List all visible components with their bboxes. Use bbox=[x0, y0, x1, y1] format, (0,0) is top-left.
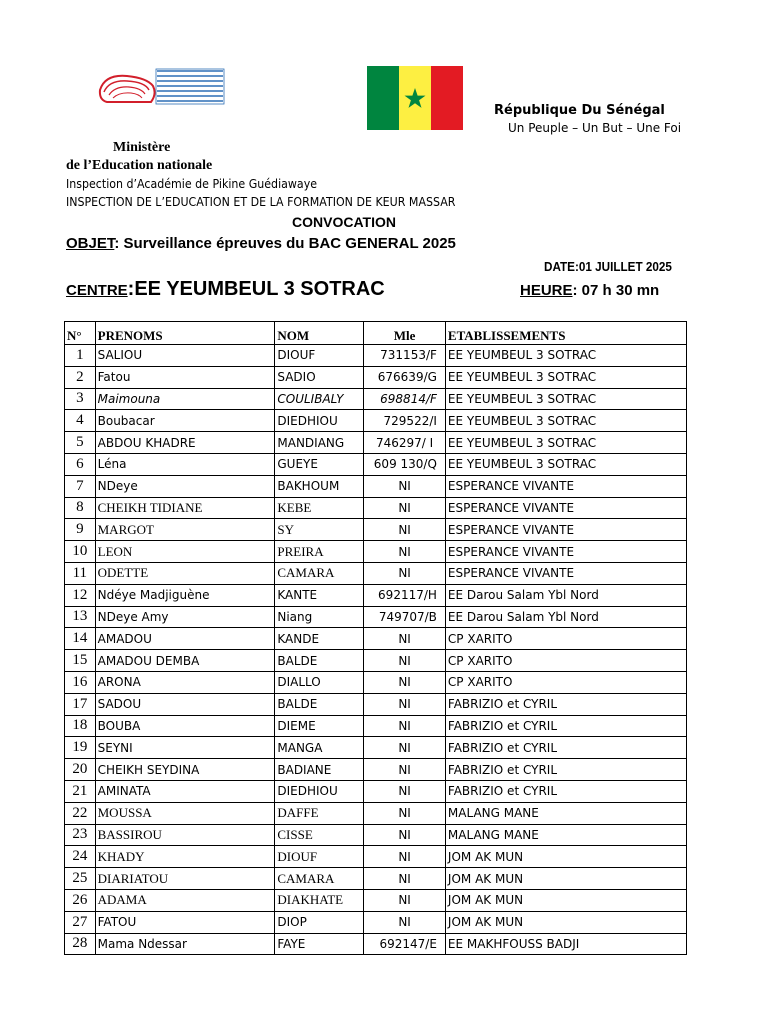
nom-cell: KANDE bbox=[275, 628, 364, 650]
mle-cell: NI bbox=[364, 802, 446, 824]
table-row bbox=[65, 759, 687, 781]
prenom-cell: KHADY bbox=[95, 846, 275, 868]
etablissement-cell: EE YEUMBEUL 3 SOTRAC bbox=[445, 366, 686, 388]
number-cell: 23 bbox=[65, 824, 96, 846]
heure-value: : 07 h 30 mn bbox=[572, 282, 660, 299]
number-cell: 1 bbox=[65, 345, 96, 367]
nom-cell: DIEME bbox=[275, 715, 364, 737]
header-etablissements: ETABLISSEMENTS bbox=[445, 322, 686, 345]
number-cell: 20 bbox=[65, 759, 96, 781]
table-row bbox=[65, 606, 687, 628]
nom-cell: BALDE bbox=[275, 693, 364, 715]
number-cell: 25 bbox=[65, 868, 96, 890]
table-row bbox=[65, 737, 687, 759]
objet-label: OBJET bbox=[66, 235, 115, 252]
mle-cell: NI bbox=[364, 911, 446, 933]
nom-cell: DIAKHATE bbox=[275, 889, 364, 911]
number-cell: 9 bbox=[65, 519, 96, 541]
table-row bbox=[65, 388, 687, 410]
table-row bbox=[65, 780, 687, 802]
centre-label: CENTRE bbox=[66, 282, 128, 299]
table-row bbox=[65, 933, 687, 955]
mle-cell: 676639/G bbox=[364, 366, 446, 388]
nom-cell: DIOUF bbox=[275, 846, 364, 868]
table-row bbox=[65, 584, 687, 606]
table-row bbox=[65, 366, 687, 388]
etablissement-cell: FABRIZIO et CYRIL bbox=[445, 737, 686, 759]
prenom-cell: SALIOU bbox=[95, 345, 275, 367]
prenom-cell: NDeye Amy bbox=[95, 606, 275, 628]
mle-cell: NI bbox=[364, 519, 446, 541]
number-cell: 21 bbox=[65, 780, 96, 802]
prenom-cell: Boubacar bbox=[95, 410, 275, 432]
etablissement-cell: ESPERANCE VIVANTE bbox=[445, 475, 686, 497]
number-cell: 17 bbox=[65, 693, 96, 715]
centre-line bbox=[66, 278, 385, 301]
prenom-cell: Mama Ndessar bbox=[95, 933, 275, 955]
nom-cell: COULIBALY bbox=[275, 388, 364, 410]
number-cell: 12 bbox=[65, 584, 96, 606]
prenom-cell: MARGOT bbox=[95, 519, 275, 541]
objet-line bbox=[66, 235, 456, 252]
ministry-line-1: Ministère bbox=[113, 140, 171, 155]
prenom-cell: BASSIROU bbox=[95, 824, 275, 846]
prenom-cell: MOUSSA bbox=[95, 802, 275, 824]
number-cell: 5 bbox=[65, 432, 96, 454]
heure-line bbox=[520, 282, 659, 299]
nom-cell: Niang bbox=[275, 606, 364, 628]
mle-cell: NI bbox=[364, 846, 446, 868]
etablissement-cell: JOM AK MUN bbox=[445, 889, 686, 911]
etablissement-cell: FABRIZIO et CYRIL bbox=[445, 693, 686, 715]
number-cell: 3 bbox=[65, 388, 96, 410]
prenom-cell: ABDOU KHADRE bbox=[95, 432, 275, 454]
prenom-cell: Ndéye Madjiguène bbox=[95, 584, 275, 606]
table-row bbox=[65, 889, 687, 911]
mle-cell: NI bbox=[364, 693, 446, 715]
nom-cell: SY bbox=[275, 519, 364, 541]
nom-cell: DIOUF bbox=[275, 345, 364, 367]
mle-cell: NI bbox=[364, 628, 446, 650]
number-cell: 24 bbox=[65, 846, 96, 868]
mle-cell: NI bbox=[364, 715, 446, 737]
table-row bbox=[65, 497, 687, 519]
mle-cell: NI bbox=[364, 671, 446, 693]
prenom-cell: ODETTE bbox=[95, 562, 275, 584]
number-cell: 18 bbox=[65, 715, 96, 737]
mle-cell: NI bbox=[364, 737, 446, 759]
date: DATE:01 JUILLET 2025 bbox=[544, 259, 672, 274]
header-number: N° bbox=[65, 322, 96, 345]
etablissement-cell: EE MAKHFOUSS BADJI bbox=[445, 933, 686, 955]
mle-cell: 692147/E bbox=[364, 933, 446, 955]
prenom-cell: DIARIATOU bbox=[95, 868, 275, 890]
nom-cell: DIEDHIOU bbox=[275, 410, 364, 432]
republic-title: République Du Sénégal bbox=[494, 103, 665, 118]
mle-cell: 731153/F bbox=[364, 345, 446, 367]
convocation-table bbox=[64, 321, 687, 955]
nom-cell: CAMARA bbox=[275, 562, 364, 584]
national-motto: Un Peuple – Un But – Une Foi bbox=[508, 121, 682, 135]
prenom-cell: SADOU bbox=[95, 693, 275, 715]
ministry-logo bbox=[95, 68, 225, 106]
header-nom: NOM bbox=[275, 322, 364, 345]
nom-cell: DIALLO bbox=[275, 671, 364, 693]
mle-cell: 746297/ I bbox=[364, 432, 446, 454]
senegal-flag bbox=[367, 66, 463, 130]
mle-cell: NI bbox=[364, 868, 446, 890]
mle-cell: 698814/F bbox=[364, 388, 446, 410]
mle-cell: NI bbox=[364, 541, 446, 563]
number-cell: 7 bbox=[65, 475, 96, 497]
table-row bbox=[65, 432, 687, 454]
academy-inspection: Inspection d’Académie de Pikine Guédiawaye bbox=[66, 177, 318, 191]
nom-cell: DIOP bbox=[275, 911, 364, 933]
etablissement-cell: EE Darou Salam Ybl Nord bbox=[445, 606, 686, 628]
etablissement-cell: MALANG MANE bbox=[445, 824, 686, 846]
etablissement-cell: EE YEUMBEUL 3 SOTRAC bbox=[445, 345, 686, 367]
prenom-cell: FATOU bbox=[95, 911, 275, 933]
table-row bbox=[65, 345, 687, 367]
nom-cell: MANDIANG bbox=[275, 432, 364, 454]
number-cell: 14 bbox=[65, 628, 96, 650]
etablissement-cell: ESPERANCE VIVANTE bbox=[445, 562, 686, 584]
number-cell: 27 bbox=[65, 911, 96, 933]
prenom-cell: AMADOU DEMBA bbox=[95, 650, 275, 672]
prenom-cell: AMINATA bbox=[95, 780, 275, 802]
etablissement-cell: ESPERANCE VIVANTE bbox=[445, 497, 686, 519]
etablissement-cell: JOM AK MUN bbox=[445, 846, 686, 868]
number-cell: 22 bbox=[65, 802, 96, 824]
header-prenoms: PRENOMS bbox=[95, 322, 275, 345]
etablissement-cell: CP XARITO bbox=[445, 628, 686, 650]
prenom-cell: LEON bbox=[95, 541, 275, 563]
prenom-cell: Fatou bbox=[95, 366, 275, 388]
number-cell: 6 bbox=[65, 453, 96, 475]
nom-cell: PREIRA bbox=[275, 541, 364, 563]
nom-cell: CAMARA bbox=[275, 868, 364, 890]
table-row bbox=[65, 541, 687, 563]
prenom-cell: CHEIKH SEYDINA bbox=[95, 759, 275, 781]
number-cell: 15 bbox=[65, 650, 96, 672]
table-row bbox=[65, 911, 687, 933]
mle-cell: NI bbox=[364, 824, 446, 846]
table-row bbox=[65, 453, 687, 475]
nom-cell: GUEYE bbox=[275, 453, 364, 475]
etablissement-cell: CP XARITO bbox=[445, 671, 686, 693]
etablissement-cell: ESPERANCE VIVANTE bbox=[445, 541, 686, 563]
nom-cell: BAKHOUM bbox=[275, 475, 364, 497]
mle-cell: 729522/I bbox=[364, 410, 446, 432]
education-inspection: INSPECTION DE L’EDUCATION ET DE LA FORMATION DE KEUR MASSAR bbox=[66, 195, 456, 209]
nom-cell: SADIO bbox=[275, 366, 364, 388]
table-row bbox=[65, 715, 687, 737]
mle-cell: NI bbox=[364, 497, 446, 519]
number-cell: 11 bbox=[65, 562, 96, 584]
table-row bbox=[65, 475, 687, 497]
etablissement-cell: EE Darou Salam Ybl Nord bbox=[445, 584, 686, 606]
table-row bbox=[65, 846, 687, 868]
number-cell: 13 bbox=[65, 606, 96, 628]
table-row bbox=[65, 410, 687, 432]
number-cell: 26 bbox=[65, 889, 96, 911]
table-row bbox=[65, 671, 687, 693]
etablissement-cell: EE YEUMBEUL 3 SOTRAC bbox=[445, 453, 686, 475]
nom-cell: BALDE bbox=[275, 650, 364, 672]
header-mle: Mle bbox=[364, 322, 446, 345]
etablissement-cell: FABRIZIO et CYRIL bbox=[445, 759, 686, 781]
star-icon bbox=[399, 66, 431, 130]
prenom-cell: NDeye bbox=[95, 475, 275, 497]
table-row bbox=[65, 562, 687, 584]
mle-cell: NI bbox=[364, 475, 446, 497]
prenom-cell: SEYNI bbox=[95, 737, 275, 759]
objet-text: : Surveillance épreuves du BAC GENERAL 2025 bbox=[114, 235, 456, 252]
mle-cell: NI bbox=[364, 759, 446, 781]
nom-cell: CISSE bbox=[275, 824, 364, 846]
etablissement-cell: EE YEUMBEUL 3 SOTRAC bbox=[445, 432, 686, 454]
nom-cell: FAYE bbox=[275, 933, 364, 955]
centre-value: :EE YEUMBEUL 3 SOTRAC bbox=[127, 278, 385, 300]
number-cell: 10 bbox=[65, 541, 96, 563]
nom-cell: KEBE bbox=[275, 497, 364, 519]
table-row bbox=[65, 519, 687, 541]
number-cell: 16 bbox=[65, 671, 96, 693]
etablissement-cell: EE YEUMBEUL 3 SOTRAC bbox=[445, 410, 686, 432]
prenom-cell: AMADOU bbox=[95, 628, 275, 650]
mle-cell: NI bbox=[364, 650, 446, 672]
number-cell: 2 bbox=[65, 366, 96, 388]
number-cell: 4 bbox=[65, 410, 96, 432]
mle-cell: 609 130/Q bbox=[364, 453, 446, 475]
etablissement-cell: MALANG MANE bbox=[445, 802, 686, 824]
table-row bbox=[65, 824, 687, 846]
prenom-cell: ARONA bbox=[95, 671, 275, 693]
etablissement-cell: EE YEUMBEUL 3 SOTRAC bbox=[445, 388, 686, 410]
prenom-cell: Léna bbox=[95, 453, 275, 475]
prenom-cell: CHEIKH TIDIANE bbox=[95, 497, 275, 519]
table-row bbox=[65, 628, 687, 650]
nom-cell: DIEDHIOU bbox=[275, 780, 364, 802]
heure-label: HEURE bbox=[520, 282, 573, 299]
number-cell: 28 bbox=[65, 933, 96, 955]
etablissement-cell: ESPERANCE VIVANTE bbox=[445, 519, 686, 541]
prenom-cell: BOUBA bbox=[95, 715, 275, 737]
table-header-row bbox=[65, 322, 687, 345]
table-row bbox=[65, 802, 687, 824]
document-title: CONVOCATION bbox=[292, 214, 396, 230]
etablissement-cell: FABRIZIO et CYRIL bbox=[445, 780, 686, 802]
etablissement-cell: CP XARITO bbox=[445, 650, 686, 672]
table-row bbox=[65, 868, 687, 890]
table-row bbox=[65, 693, 687, 715]
prenom-cell: ADAMA bbox=[95, 889, 275, 911]
number-cell: 8 bbox=[65, 497, 96, 519]
table-row bbox=[65, 650, 687, 672]
etablissement-cell: JOM AK MUN bbox=[445, 911, 686, 933]
prenom-cell: Maimouna bbox=[95, 388, 275, 410]
etablissement-cell: JOM AK MUN bbox=[445, 868, 686, 890]
mle-cell: 692117/H bbox=[364, 584, 446, 606]
nom-cell: DAFFE bbox=[275, 802, 364, 824]
nom-cell: KANTE bbox=[275, 584, 364, 606]
nom-cell: MANGA bbox=[275, 737, 364, 759]
mle-cell: NI bbox=[364, 562, 446, 584]
nom-cell: BADIANE bbox=[275, 759, 364, 781]
etablissement-cell: FABRIZIO et CYRIL bbox=[445, 715, 686, 737]
number-cell: 19 bbox=[65, 737, 96, 759]
ministry-line-2: de l’Education nationale bbox=[66, 158, 213, 173]
mle-cell: NI bbox=[364, 780, 446, 802]
mle-cell: 749707/B bbox=[364, 606, 446, 628]
mle-cell: NI bbox=[364, 889, 446, 911]
